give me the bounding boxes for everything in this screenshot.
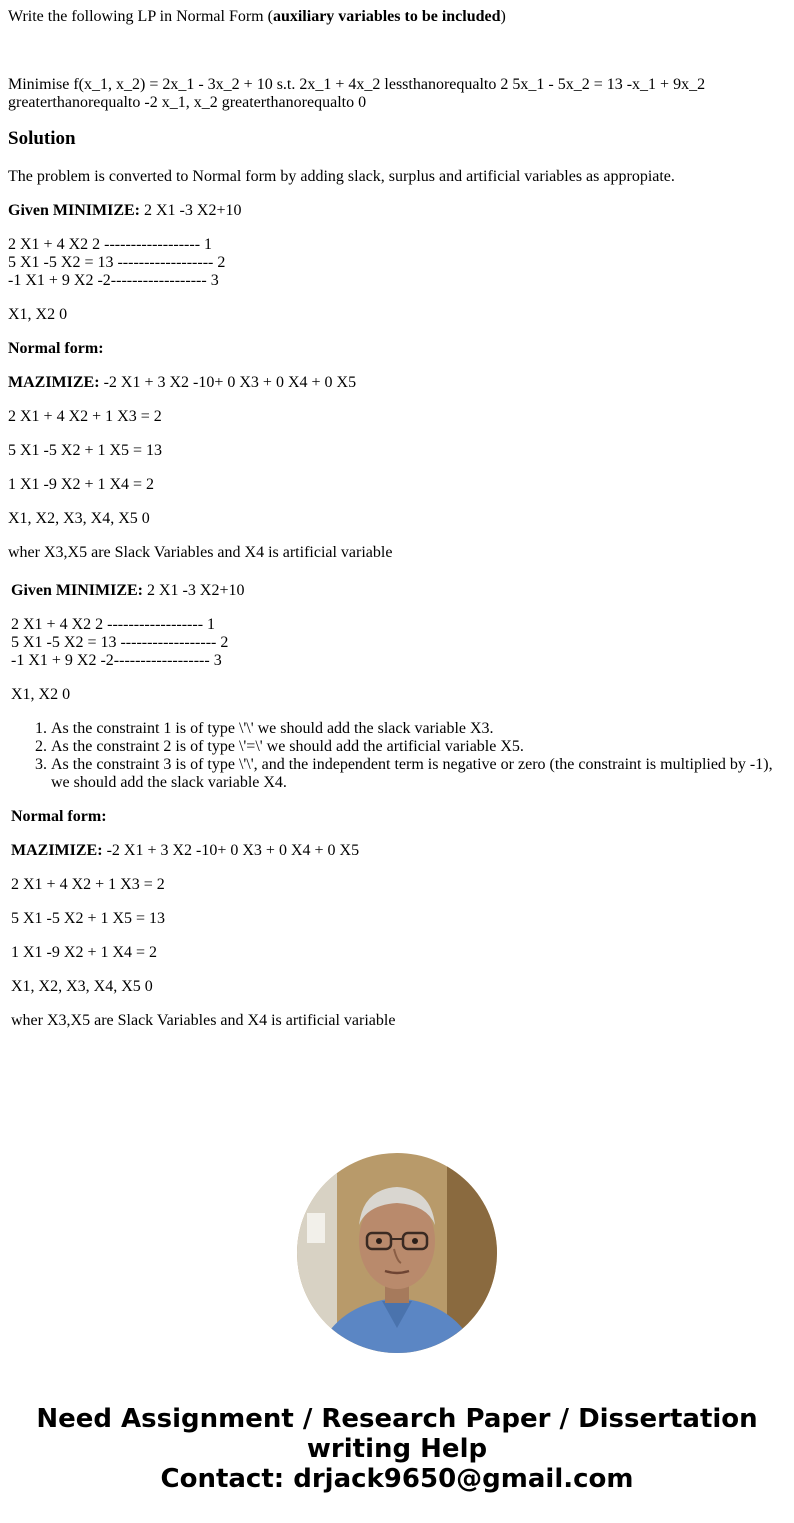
solution-intro: The problem is converted to Normal form by adding slack, surplus and artificial variables as appropiate. bbox=[8, 168, 675, 185]
normal-nonneg: X1, X2, X3, X4, X5 0 bbox=[11, 978, 153, 995]
normal-constraint: 2 X1 + 4 X2 + 1 X3 = 2 bbox=[11, 876, 165, 893]
normal-constraint: 1 X1 -9 X2 + 1 X4 = 2 bbox=[8, 476, 155, 493]
normal-constraint: 5 X1 -5 X2 + 1 X5 = 13 bbox=[11, 910, 166, 927]
step-item: 1. As the constraint 1 is of type \'\' we should add the slack variable X3. bbox=[51, 720, 786, 738]
footer-line: writing Help bbox=[306, 1434, 488, 1464]
solution-block-1 bbox=[8, 202, 786, 562]
footer-contact: Contact: drjack9650@gmail.com bbox=[160, 1464, 634, 1494]
avatar-portrait bbox=[297, 1153, 497, 1353]
question-intro-bold: auxiliary variables to be included bbox=[272, 8, 501, 25]
variables-note: wher X3,X5 are Slack Variables and X4 is artificial variable bbox=[11, 1012, 396, 1029]
contact-footer bbox=[0, 1404, 794, 1494]
question-intro: Write the following LP in Normal Form (auxiliary variables to be included) bbox=[8, 8, 506, 25]
footer-line: Need Assignment / Research Paper / Dissertation bbox=[36, 1404, 758, 1434]
given-nonneg: X1, X2 0 bbox=[11, 686, 71, 703]
step-item: 3. As the constraint 3 is of type \'\', and the independent term is negative or zero (the constraint is multiplied by -1), we should add the slack variable X4. bbox=[51, 756, 786, 792]
solution-block-2 bbox=[8, 582, 786, 1030]
normal-form-label: Normal form: bbox=[8, 340, 104, 357]
normal-constraint: 2 X1 + 4 X2 + 1 X3 = 2 bbox=[8, 408, 162, 425]
normal-nonneg: X1, X2, X3, X4, X5 0 bbox=[8, 510, 150, 527]
normal-constraint: 1 X1 -9 X2 + 1 X4 = 2 bbox=[11, 944, 158, 961]
solution-heading: Solution bbox=[8, 128, 76, 149]
given-constraints: 2 X1 + 4 X2 2 ------------------ 1 5 X1 -5 X2 = 13 ------------------ 2 -1 X1 + 9 X2 -2------------------ 3 bbox=[11, 616, 229, 669]
normal-form-label: Normal form: bbox=[11, 808, 107, 825]
given-nonneg: X1, X2 0 bbox=[8, 306, 68, 323]
max-objective: MAZIMIZE: -2 X1 + 3 X2 -10+ 0 X3 + 0 X4 + 0 X5 bbox=[8, 374, 357, 391]
question-problem: Minimise f(x_1, x_2) = 2x_1 - 3x_2 + 10 s.t. 2x_1 + 4x_2 lessthanorequalto 2 5x_1 - 5x_2 = 13 -x_1 + 9x_2 greaterthanorequalto -2 x_1, x_2 greaterthanorequalto 0 bbox=[8, 76, 706, 111]
max-objective: MAZIMIZE: -2 X1 + 3 X2 -10+ 0 X3 + 0 X4 + 0 X5 bbox=[11, 842, 360, 859]
given-objective: Given MINIMIZE: 2 X1 -3 X2+10 bbox=[8, 202, 242, 219]
normal-constraint: 5 X1 -5 X2 + 1 X5 = 13 bbox=[8, 442, 163, 459]
spacer bbox=[8, 42, 786, 76]
steps-list bbox=[11, 720, 786, 792]
given-constraints: 2 X1 + 4 X2 2 ------------------ 1 5 X1 -5 X2 = 13 ------------------ 2 -1 X1 + 9 X2 -2------------------ 3 bbox=[8, 236, 226, 289]
author-avatar bbox=[297, 1153, 497, 1353]
step-item: 2. As the constraint 2 is of type \'=\' we should add the artificial variable X5. bbox=[51, 738, 786, 756]
variables-note: wher X3,X5 are Slack Variables and X4 is artificial variable bbox=[8, 544, 393, 561]
given-objective: Given MINIMIZE: 2 X1 -3 X2+10 bbox=[11, 582, 245, 599]
